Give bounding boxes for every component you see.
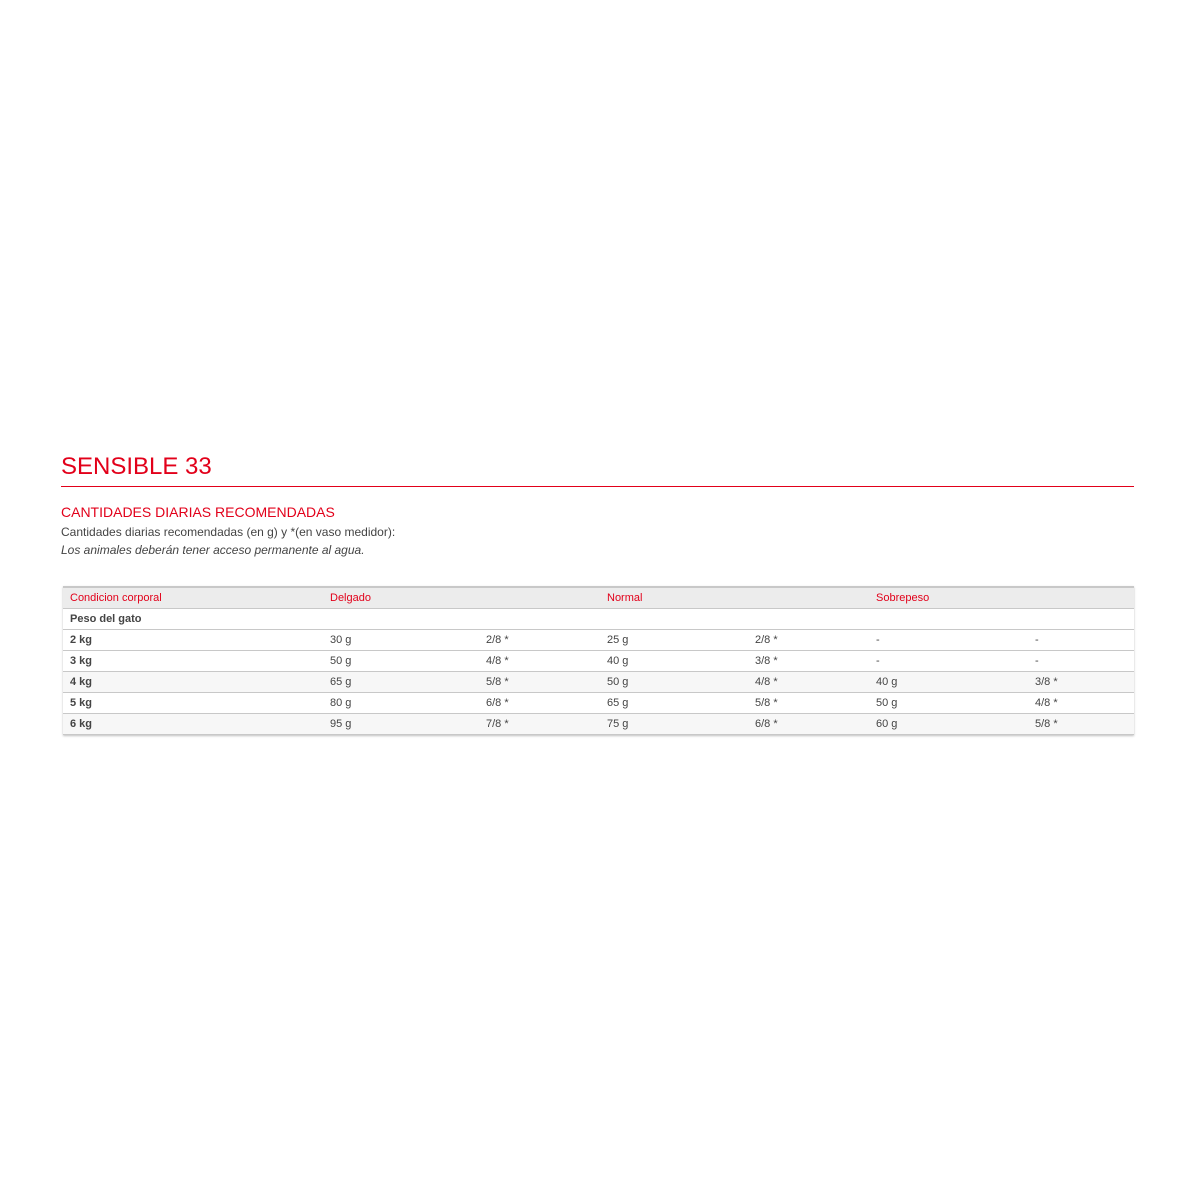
- normal-cup-cell: 3/8 *: [748, 651, 869, 672]
- table-row: [63, 630, 1134, 651]
- cat-weight-cell: 5 kg: [63, 693, 323, 714]
- section-intro: Cantidades diarias recomendadas (en g) y *(en vaso medidor):: [61, 525, 396, 539]
- cat-weight-cell: 3 kg: [63, 651, 323, 672]
- cat-weight-cell: 6 kg: [63, 714, 323, 735]
- overweight-cup-cell: -: [1028, 630, 1134, 651]
- cat-weight-cell: 2 kg: [63, 630, 323, 651]
- overweight-cup-cell: 5/8 *: [1028, 714, 1134, 735]
- subheader-empty-cell: [600, 609, 748, 630]
- table-row: [63, 672, 1134, 693]
- header-condition: Condicion corporal: [63, 587, 323, 609]
- normal-cup-cell: 4/8 *: [748, 672, 869, 693]
- thin-cup-cell: 2/8 *: [479, 630, 600, 651]
- table-row: [63, 651, 1134, 672]
- overweight-grams-cell: 50 g: [869, 693, 1028, 714]
- normal-grams-cell: 25 g: [600, 630, 748, 651]
- subheader-cat-weight: Peso del gato: [63, 609, 323, 630]
- normal-cup-cell: 2/8 *: [748, 630, 869, 651]
- overweight-cup-cell: -: [1028, 651, 1134, 672]
- thin-cup-cell: 6/8 *: [479, 693, 600, 714]
- thin-cup-cell: 5/8 *: [479, 672, 600, 693]
- overweight-grams-cell: -: [869, 651, 1028, 672]
- table-subheader-row: [63, 609, 1134, 630]
- normal-cup-cell: 6/8 *: [748, 714, 869, 735]
- thin-cup-cell: 4/8 *: [479, 651, 600, 672]
- table-header-row: [63, 587, 1134, 609]
- subheader-empty-cell: [1028, 609, 1134, 630]
- subheader-empty-cell: [869, 609, 1028, 630]
- section-title: CANTIDADES DIARIAS RECOMENDADAS: [61, 504, 335, 520]
- subheader-empty-cell: [748, 609, 869, 630]
- product-title: SENSIBLE 33: [61, 450, 1134, 487]
- overweight-grams-cell: 40 g: [869, 672, 1028, 693]
- header-normal: Normal: [600, 587, 869, 609]
- normal-grams-cell: 40 g: [600, 651, 748, 672]
- header-overweight: Sobrepeso: [869, 587, 1134, 609]
- table-row: [63, 693, 1134, 714]
- overweight-cup-cell: 4/8 *: [1028, 693, 1134, 714]
- thin-grams-cell: 50 g: [323, 651, 479, 672]
- subheader-empty-cell: [323, 609, 479, 630]
- normal-cup-cell: 5/8 *: [748, 693, 869, 714]
- water-note: Los animales deberán tener acceso permanente al agua.: [61, 543, 365, 557]
- feeding-table: [63, 586, 1134, 735]
- header-thin: Delgado: [323, 587, 600, 609]
- overweight-cup-cell: 3/8 *: [1028, 672, 1134, 693]
- normal-grams-cell: 65 g: [600, 693, 748, 714]
- normal-grams-cell: 75 g: [600, 714, 748, 735]
- overweight-grams-cell: -: [869, 630, 1028, 651]
- thin-cup-cell: 7/8 *: [479, 714, 600, 735]
- product-feeding-section: [61, 450, 1134, 735]
- thin-grams-cell: 30 g: [323, 630, 479, 651]
- normal-grams-cell: 50 g: [600, 672, 748, 693]
- subheader-empty-cell: [479, 609, 600, 630]
- thin-grams-cell: 95 g: [323, 714, 479, 735]
- table-row: [63, 714, 1134, 735]
- thin-grams-cell: 80 g: [323, 693, 479, 714]
- thin-grams-cell: 65 g: [323, 672, 479, 693]
- cat-weight-cell: 4 kg: [63, 672, 323, 693]
- overweight-grams-cell: 60 g: [869, 714, 1028, 735]
